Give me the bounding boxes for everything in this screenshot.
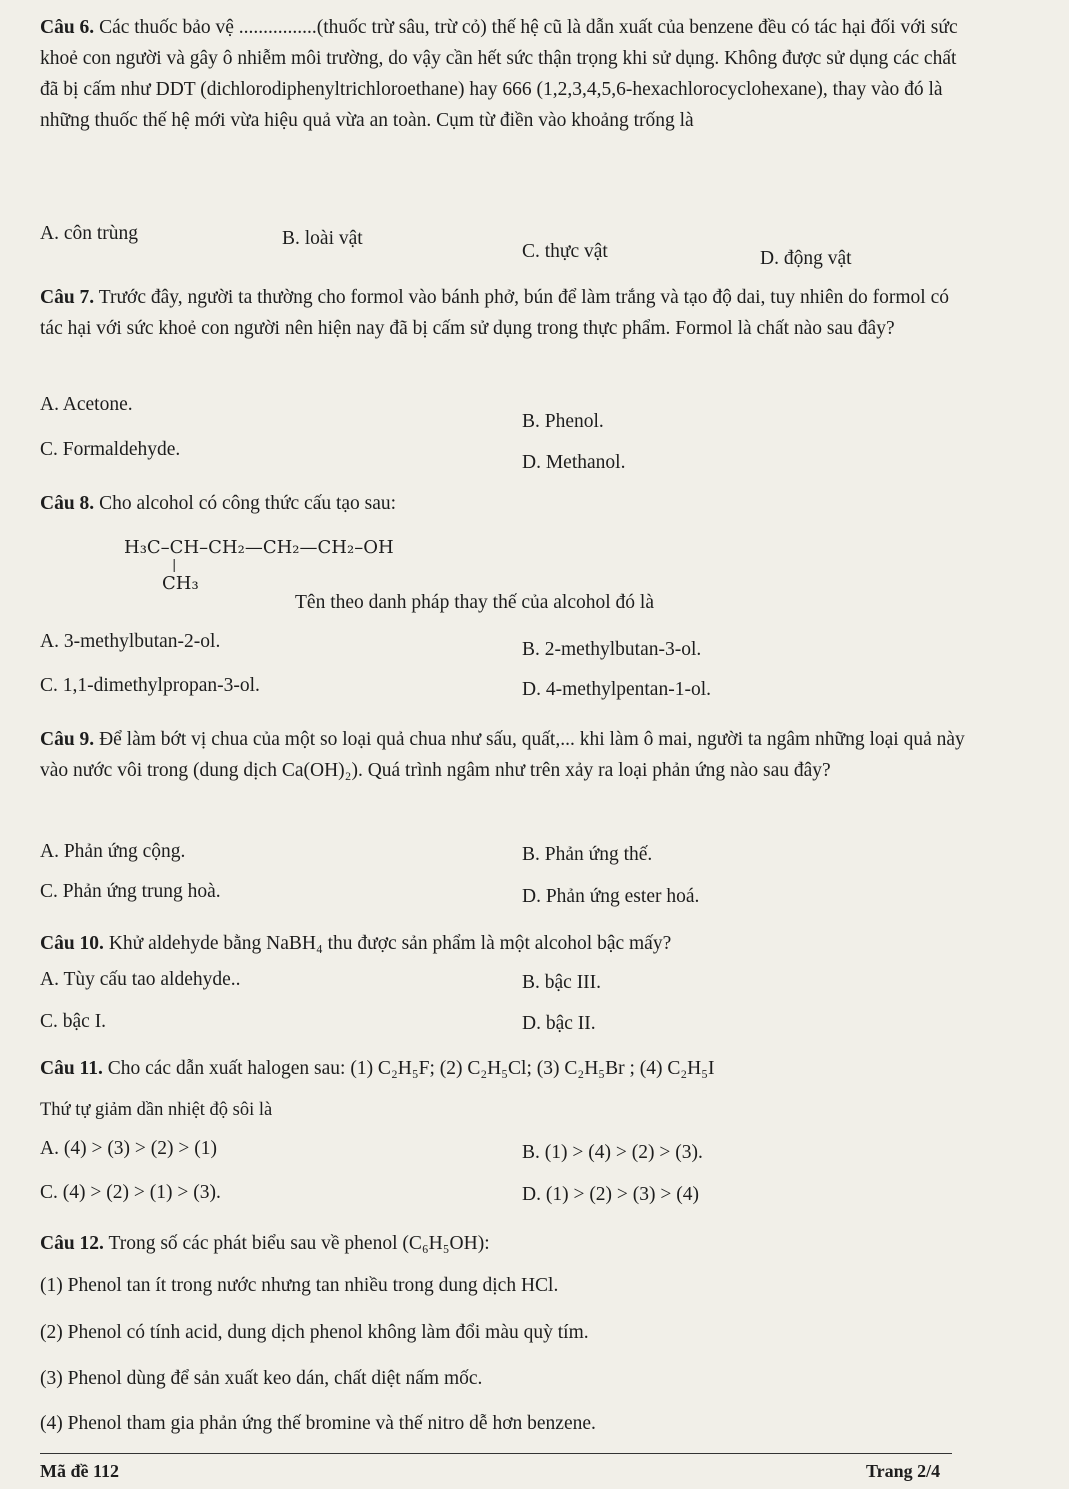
- question-6: [40, 12, 975, 136]
- statement-1: (1) Phenol tan ít trong nước nhưng tan nhiều trong dung dịch HCl.: [40, 1275, 559, 1296]
- q10-option-c: C. bậc I.: [40, 1011, 107, 1032]
- q9-option-c: C. Phản ứng trung hoà.: [40, 881, 221, 902]
- question-8: [40, 488, 975, 519]
- question-10-text: Khử aldehyde bằng NaBH₄ thu được sản phẩm là một alcohol bậc mấy?: [108, 933, 672, 954]
- question-7-text: Trước đây, người ta thường cho formol vào bánh phở, bún để làm trắng và tạo độ dai, tuy nhiên do formol có tác hại với sức khoẻ con người nên hiện nay đã bị cấm sử dụng trong thực phẩm. Formol là chất nào sau đây?: [40, 287, 949, 339]
- question-9-text: Để làm bớt vị chua của một so loại quả chua như sấu, quất,... khi làm ô mai, người ta ngâm những loại quả này vào nước vôi trong (dung dịch Ca(OH)₂). Quá trình ngâm như trên xảy ra loại phản ứng nào sau đây?: [40, 729, 965, 781]
- question-12: [40, 1228, 975, 1259]
- q8-option-a: A. 3-methylbutan-2-ol.: [40, 631, 221, 652]
- page-number: Trang 2/4: [866, 1461, 941, 1481]
- question-11-text: Cho các dẫn xuất halogen sau: (1) C₂H₅F; (2) C₂H₅Cl; (3) C₂H₅Br ; (4) C₂H₅I: [107, 1058, 715, 1079]
- formula-bond-line: |: [172, 558, 177, 573]
- q10-option-d: D. bậc II.: [522, 1013, 596, 1034]
- question-8-text: Cho alcohol có công thức cấu tạo sau:: [99, 493, 397, 514]
- q11-option-c: C. (4) > (2) > (1) > (3).: [40, 1182, 221, 1203]
- q9-option-d: D. Phản ứng ester hoá.: [522, 886, 700, 907]
- statement-4: (4) Phenol tham gia phản ứng thế bromine và thế nitro dễ hơn benzene.: [40, 1413, 596, 1434]
- q7-option-b: B. Phenol.: [522, 411, 604, 432]
- q6-option-c: C. thực vật: [522, 241, 608, 262]
- q11-option-d: D. (1) > (2) > (3) > (4): [522, 1184, 700, 1205]
- question-10: [40, 928, 975, 959]
- question-12-label: Câu 12.: [40, 1233, 104, 1254]
- q7-option-c: C. Formaldehyde.: [40, 439, 181, 460]
- structural-formula-main: H₃C–CH–CH₂—CH₂—CH₂–OH: [124, 537, 394, 558]
- question-7: [40, 282, 975, 344]
- question-9: [40, 724, 975, 786]
- q9-option-b: B. Phản ứng thế.: [522, 844, 653, 865]
- q10-option-a: A. Tùy cấu tao aldehyde..: [40, 969, 241, 990]
- question-8-label: Câu 8.: [40, 493, 95, 514]
- question-7-label: Câu 7.: [40, 287, 95, 308]
- question-11-label: Câu 11.: [40, 1058, 103, 1079]
- question-9-label: Câu 9.: [40, 729, 95, 750]
- question-12-text: Trong số các phát biểu sau về phenol (C₆H₅OH):: [108, 1233, 490, 1254]
- question-6-text: Các thuốc bảo vệ ................(thuốc trừ sâu, trừ cỏ) thế hệ cũ là dẫn xuất của benzene đều có tác hại đối với sức khoẻ con người và gây ô nhiễm môi trường, do vậy cần hết sức thận trọng khi sử dụng. Không được sử dụng các chất đã bị cấm như DDT (dichlorodiphenyltrichloroethane) hay 666 (1,2,3,4,5,6-hexachlorocyclohexane), thay vào đó là những thuốc thế hệ mới vừa hiệu quả vừa an toàn. Cụm từ điền vào khoảng trống là: [40, 17, 958, 131]
- naming-prompt: Tên theo danh pháp thay thế của alcohol đó là: [295, 592, 654, 613]
- q7-option-d: D. Methanol.: [522, 452, 626, 473]
- q8-option-b: B. 2-methylbutan-3-ol.: [522, 639, 702, 660]
- structural-formula-branch: CH₃: [162, 573, 199, 594]
- q8-option-c: C. 1,1-dimethylpropan-3-ol.: [40, 675, 260, 696]
- q11-option-a: A. (4) > (3) > (2) > (1): [40, 1138, 218, 1159]
- q9-option-a: A. Phản ứng cộng.: [40, 841, 186, 862]
- question-6-label: Câu 6.: [40, 17, 95, 38]
- q6-option-d: D. động vật: [760, 248, 852, 269]
- footer-divider: [40, 1453, 952, 1454]
- q6-option-a: A. côn trùng: [40, 223, 139, 244]
- statement-3: (3) Phenol dùng để sản xuất keo dán, chất diệt nấm mốc.: [40, 1368, 483, 1389]
- q6-option-b: B. loài vật: [282, 228, 363, 249]
- boiling-point-prompt: Thứ tự giảm dần nhiệt độ sôi là: [40, 1100, 273, 1120]
- statement-2: (2) Phenol có tính acid, dung dịch phenol không làm đổi màu quỳ tím.: [40, 1322, 589, 1343]
- question-10-label: Câu 10.: [40, 933, 104, 954]
- q8-option-d: D. 4-methylpentan-1-ol.: [522, 679, 711, 700]
- q10-option-b: B. bậc III.: [522, 972, 602, 993]
- exam-code: Mã đề 112: [40, 1461, 119, 1481]
- q7-option-a: A. Acetone.: [40, 394, 133, 415]
- question-11: [40, 1053, 975, 1084]
- q11-option-b: B. (1) > (4) > (2) > (3).: [522, 1142, 703, 1163]
